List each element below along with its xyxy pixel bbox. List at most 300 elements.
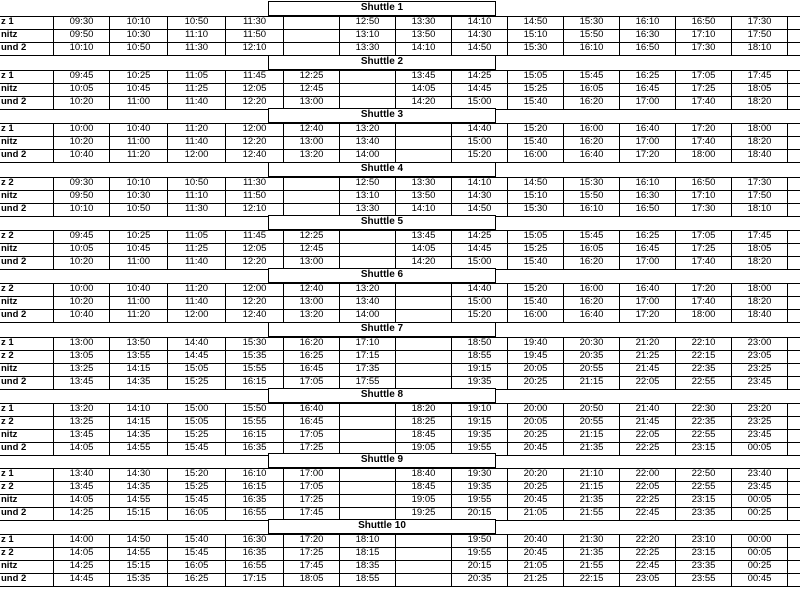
departure-time: 15:05 (508, 230, 564, 243)
departure-time: 14:50 (110, 534, 168, 547)
departure-time: 11:20 (110, 149, 168, 162)
departure-time: 14:30 (452, 190, 508, 203)
departure-time: 19:25 (396, 507, 452, 520)
departure-time: 12:40 (284, 123, 340, 136)
departure-time: 15:25 (168, 429, 226, 442)
departure-time: 10:20 (54, 136, 110, 149)
departure-time: 18:00 (676, 309, 732, 322)
departure-time: 21:45 (620, 363, 676, 376)
departure-time: 11:30 (226, 177, 284, 190)
departure-time: 17:40 (676, 136, 732, 149)
departure-time: 17:50 (732, 29, 788, 42)
departure-time: 22:00 (620, 468, 676, 481)
departure-time: 13:20 (284, 149, 340, 162)
departure-time: 16:25 (168, 573, 226, 586)
departure-time (340, 416, 396, 429)
departure-time (396, 573, 452, 586)
departure-time: 16:25 (620, 230, 676, 243)
departure-time: 09:50 (54, 190, 110, 203)
departure-time: 23:40 (732, 468, 788, 481)
departure-time: 22:35 (676, 363, 732, 376)
stop-name: z 1 (0, 403, 54, 416)
stop-name: und 2 (0, 256, 54, 269)
departure-time (396, 283, 452, 296)
departure-time: 13:30 (340, 42, 396, 55)
departure-time: 22:25 (620, 547, 676, 560)
stop-name: und 2 (0, 309, 54, 322)
departure-time: 14:25 (452, 230, 508, 243)
departure-time: 12:45 (284, 243, 340, 256)
departure-time: 18:05 (732, 243, 788, 256)
departure-time (396, 136, 452, 149)
departure-time: 17:10 (676, 29, 732, 42)
departure-time: 12:20 (226, 96, 284, 109)
departure-time: 09:30 (54, 16, 110, 29)
departure-time: 15:25 (168, 481, 226, 494)
departure-time: 15:40 (508, 136, 564, 149)
departure-time: 16:50 (676, 177, 732, 190)
departure-time: 13:50 (396, 29, 452, 42)
departure-time: 23:45 (732, 376, 788, 389)
departure-time: 13:55 (110, 350, 168, 363)
departure-time: 22:25 (620, 442, 676, 455)
departure-time (396, 534, 452, 547)
shuttle-title: Shuttle 2 (268, 55, 496, 70)
departure-time: 17:30 (676, 42, 732, 55)
departure-time: 14:55 (110, 442, 168, 455)
table-row (0, 337, 800, 350)
departure-time: 17:25 (676, 83, 732, 96)
departure-time (396, 296, 452, 309)
departure-time: 16:40 (564, 309, 620, 322)
stop-name: und 2 (0, 42, 54, 55)
departure-time: 17:15 (226, 573, 284, 586)
departure-time: 21:30 (564, 534, 620, 547)
departure-time: 14:00 (340, 149, 396, 162)
departure-time: 11:30 (168, 42, 226, 55)
departure-time: 20:25 (508, 481, 564, 494)
departure-time: 20:55 (564, 416, 620, 429)
departure-time: 23:05 (732, 350, 788, 363)
departure-time: 10:00 (54, 283, 110, 296)
departure-time: 11:50 (226, 29, 284, 42)
departure-time: 17:30 (732, 16, 788, 29)
departure-time: 18:10 (732, 203, 788, 216)
departure-time: 19:55 (452, 442, 508, 455)
departure-time: 14:35 (110, 429, 168, 442)
stop-name: z 2 (0, 481, 54, 494)
stop-name: und 2 (0, 96, 54, 109)
departure-time: 10:45 (110, 83, 168, 96)
departure-time: 17:25 (676, 243, 732, 256)
departure-time: 16:25 (284, 350, 340, 363)
departure-time: 13:45 (54, 481, 110, 494)
departure-time: 00:25 (732, 507, 788, 520)
departure-time: 22:05 (620, 429, 676, 442)
departure-time: 14:35 (110, 481, 168, 494)
table-row (0, 283, 800, 296)
departure-time: 18:00 (732, 123, 788, 136)
shuttle-title: Shuttle 4 (268, 162, 496, 177)
departure-time: 16:20 (564, 256, 620, 269)
departure-time: 23:20 (732, 403, 788, 416)
departure-time: 22:55 (676, 429, 732, 442)
departure-time: 10:50 (168, 16, 226, 29)
departure-time: 10:25 (110, 70, 168, 83)
departure-time: 18:10 (732, 42, 788, 55)
departure-time: 22:35 (676, 416, 732, 429)
departure-time: 12:40 (284, 283, 340, 296)
departure-time: 14:15 (110, 363, 168, 376)
departure-time: 17:40 (676, 256, 732, 269)
departure-time: 11:30 (226, 16, 284, 29)
departure-time: 21:35 (564, 494, 620, 507)
shuttle-title: Shuttle 6 (268, 268, 496, 283)
departure-time: 17:20 (676, 123, 732, 136)
table-divider (0, 586, 800, 587)
table-row (0, 149, 800, 162)
shuttle-title: Shuttle 8 (268, 388, 496, 403)
departure-time: 21:15 (564, 481, 620, 494)
departure-time (340, 70, 396, 83)
departure-time: 10:05 (54, 83, 110, 96)
departure-time: 11:40 (168, 296, 226, 309)
departure-time: 13:10 (340, 29, 396, 42)
departure-time: 17:20 (620, 149, 676, 162)
departure-time: 11:05 (168, 230, 226, 243)
departure-time: 12:50 (340, 177, 396, 190)
departure-time: 16:50 (676, 16, 732, 29)
departure-time: 10:05 (54, 243, 110, 256)
departure-time: 21:35 (564, 442, 620, 455)
departure-time (396, 350, 452, 363)
departure-time: 18:05 (732, 83, 788, 96)
departure-time: 17:10 (340, 337, 396, 350)
table-row (0, 309, 800, 322)
departure-time: 11:10 (168, 29, 226, 42)
table-row (0, 296, 800, 309)
stop-name: nitz (0, 29, 54, 42)
departure-time: 15:45 (168, 442, 226, 455)
stop-name: und 2 (0, 507, 54, 520)
table-row (0, 136, 800, 149)
departure-time: 15:40 (508, 96, 564, 109)
table-row (0, 230, 800, 243)
departure-time: 14:45 (54, 573, 110, 586)
departure-time: 22:55 (676, 481, 732, 494)
departure-time: 15:20 (168, 468, 226, 481)
departure-time: 15:45 (168, 494, 226, 507)
departure-time: 17:05 (676, 70, 732, 83)
departure-time: 14:10 (110, 403, 168, 416)
departure-time: 20:50 (564, 403, 620, 416)
departure-time: 23:25 (732, 363, 788, 376)
departure-time: 10:45 (110, 243, 168, 256)
departure-time: 16:10 (620, 177, 676, 190)
departure-time: 17:30 (732, 177, 788, 190)
departure-time: 16:00 (564, 283, 620, 296)
departure-time: 20:25 (508, 429, 564, 442)
departure-time: 12:20 (226, 136, 284, 149)
departure-time: 14:25 (54, 507, 110, 520)
departure-time (284, 16, 340, 29)
departure-time: 14:05 (396, 243, 452, 256)
stop-name: z 1 (0, 468, 54, 481)
departure-time: 10:30 (110, 190, 168, 203)
departure-time: 21:40 (620, 403, 676, 416)
departure-time: 19:35 (452, 429, 508, 442)
departure-time: 17:20 (284, 534, 340, 547)
stop-name: und 2 (0, 149, 54, 162)
table-row (0, 83, 800, 96)
departure-time: 13:45 (396, 230, 452, 243)
table-row (0, 363, 800, 376)
stop-name: z 1 (0, 337, 54, 350)
table-row (0, 16, 800, 29)
departure-time: 12:00 (168, 149, 226, 162)
departure-time: 23:00 (732, 337, 788, 350)
stop-name: nitz (0, 243, 54, 256)
shuttle-title: Shuttle 7 (268, 322, 496, 337)
departure-time: 12:05 (226, 83, 284, 96)
departure-time: 20:05 (508, 363, 564, 376)
departure-time: 14:55 (110, 494, 168, 507)
departure-time (340, 243, 396, 256)
departure-time: 23:55 (676, 573, 732, 586)
departure-time: 18:50 (452, 337, 508, 350)
departure-time: 14:50 (508, 16, 564, 29)
departure-time: 14:20 (396, 256, 452, 269)
departure-time: 23:15 (676, 494, 732, 507)
departure-time: 17:05 (284, 429, 340, 442)
departure-time: 13:45 (54, 376, 110, 389)
table-row (0, 416, 800, 429)
departure-time: 16:10 (564, 42, 620, 55)
departure-time: 14:40 (452, 123, 508, 136)
departure-time: 17:50 (732, 190, 788, 203)
departure-time: 19:05 (396, 494, 452, 507)
stop-name: z 2 (0, 230, 54, 243)
departure-time: 13:25 (54, 416, 110, 429)
departure-time: 14:05 (54, 494, 110, 507)
departure-time: 12:20 (226, 256, 284, 269)
departure-time: 10:30 (110, 29, 168, 42)
table-row (0, 494, 800, 507)
departure-time: 19:40 (508, 337, 564, 350)
departure-time: 15:35 (226, 350, 284, 363)
departure-time: 11:30 (168, 203, 226, 216)
departure-time: 16:15 (226, 429, 284, 442)
departure-time: 17:05 (284, 481, 340, 494)
departure-time: 16:35 (226, 494, 284, 507)
departure-time: 14:50 (452, 203, 508, 216)
departure-time: 16:10 (226, 468, 284, 481)
departure-time: 14:10 (396, 42, 452, 55)
departure-time: 22:10 (676, 337, 732, 350)
stop-name: nitz (0, 429, 54, 442)
departure-time: 13:30 (340, 203, 396, 216)
stop-name: z 2 (0, 177, 54, 190)
departure-time: 13:25 (54, 363, 110, 376)
departure-time: 15:10 (508, 190, 564, 203)
departure-time: 18:20 (732, 256, 788, 269)
departure-time: 18:20 (732, 296, 788, 309)
departure-time: 12:10 (226, 203, 284, 216)
departure-time: 16:40 (564, 149, 620, 162)
departure-time (284, 29, 340, 42)
departure-time: 17:30 (676, 203, 732, 216)
departure-time: 12:10 (226, 42, 284, 55)
departure-time: 12:00 (168, 309, 226, 322)
departure-time: 00:05 (732, 494, 788, 507)
departure-time: 13:00 (54, 337, 110, 350)
departure-time: 16:20 (564, 296, 620, 309)
departure-time: 18:40 (396, 468, 452, 481)
departure-time: 17:00 (284, 468, 340, 481)
departure-time (396, 123, 452, 136)
stop-name: z 1 (0, 70, 54, 83)
departure-time: 14:50 (452, 42, 508, 55)
stop-name: nitz (0, 83, 54, 96)
departure-time: 15:25 (508, 83, 564, 96)
departure-time (340, 83, 396, 96)
departure-time: 21:45 (620, 416, 676, 429)
departure-time: 21:55 (564, 560, 620, 573)
departure-time: 21:05 (508, 560, 564, 573)
departure-time: 15:45 (564, 70, 620, 83)
departure-time: 13:00 (284, 96, 340, 109)
departure-time: 10:50 (110, 203, 168, 216)
departure-time: 11:45 (226, 230, 284, 243)
departure-time: 13:30 (396, 177, 452, 190)
departure-time: 10:50 (168, 177, 226, 190)
departure-time: 16:05 (564, 83, 620, 96)
departure-time: 13:20 (284, 309, 340, 322)
departure-time: 16:50 (620, 203, 676, 216)
departure-time: 17:10 (676, 190, 732, 203)
departure-time: 15:30 (564, 177, 620, 190)
departure-time: 10:40 (110, 283, 168, 296)
departure-time: 10:20 (54, 296, 110, 309)
departure-time: 19:45 (508, 350, 564, 363)
departure-time: 18:10 (340, 534, 396, 547)
departure-time: 18:35 (340, 560, 396, 573)
departure-time: 16:10 (620, 16, 676, 29)
departure-time: 22:15 (676, 350, 732, 363)
departure-time: 23:35 (676, 507, 732, 520)
departure-time: 14:00 (340, 309, 396, 322)
departure-time: 23:05 (620, 573, 676, 586)
departure-time: 21:15 (564, 429, 620, 442)
departure-time: 19:15 (452, 363, 508, 376)
departure-time: 16:45 (620, 83, 676, 96)
departure-time (284, 42, 340, 55)
departure-time: 15:05 (168, 363, 226, 376)
departure-time: 14:40 (452, 283, 508, 296)
departure-time: 19:10 (452, 403, 508, 416)
departure-time: 11:00 (110, 136, 168, 149)
departure-time: 00:00 (732, 534, 788, 547)
departure-time: 17:00 (620, 96, 676, 109)
departure-time (284, 177, 340, 190)
departure-time: 17:05 (284, 376, 340, 389)
departure-time: 18:20 (396, 403, 452, 416)
departure-time: 18:05 (284, 573, 340, 586)
departure-time: 12:25 (284, 230, 340, 243)
shuttle-title: Shuttle 1 (268, 1, 496, 16)
departure-time: 14:15 (110, 416, 168, 429)
stop-name: und 2 (0, 376, 54, 389)
departure-time: 16:05 (564, 243, 620, 256)
departure-time: 18:40 (732, 149, 788, 162)
departure-time: 19:15 (452, 416, 508, 429)
departure-time: 17:25 (284, 494, 340, 507)
departure-time: 14:10 (396, 203, 452, 216)
departure-time: 15:30 (508, 203, 564, 216)
departure-time: 16:50 (620, 42, 676, 55)
departure-time: 15:00 (452, 296, 508, 309)
departure-time: 11:00 (110, 296, 168, 309)
departure-time: 22:55 (676, 376, 732, 389)
departure-time: 22:45 (620, 507, 676, 520)
departure-time: 20:20 (508, 468, 564, 481)
departure-time (396, 560, 452, 573)
departure-time: 10:10 (110, 16, 168, 29)
departure-time: 17:05 (676, 230, 732, 243)
departure-time: 17:00 (620, 136, 676, 149)
departure-time: 22:05 (620, 376, 676, 389)
departure-time: 10:40 (110, 123, 168, 136)
stop-name: z 1 (0, 123, 54, 136)
departure-time: 11:25 (168, 83, 226, 96)
departure-time: 21:35 (564, 547, 620, 560)
departure-time: 17:45 (284, 560, 340, 573)
departure-time: 10:25 (110, 230, 168, 243)
departure-time: 15:55 (226, 363, 284, 376)
departure-time: 09:30 (54, 177, 110, 190)
departure-time: 11:20 (110, 309, 168, 322)
departure-time: 15:40 (168, 534, 226, 547)
departure-time: 16:45 (284, 416, 340, 429)
departure-time: 20:35 (564, 350, 620, 363)
stop-name: und 2 (0, 442, 54, 455)
departure-time: 10:20 (54, 256, 110, 269)
departure-time: 12:25 (284, 70, 340, 83)
departure-time: 13:40 (54, 468, 110, 481)
departure-time: 23:10 (676, 534, 732, 547)
departure-time: 15:10 (508, 29, 564, 42)
departure-time: 22:25 (620, 494, 676, 507)
table-row (0, 42, 800, 55)
departure-time: 18:00 (676, 149, 732, 162)
departure-time: 13:50 (396, 190, 452, 203)
departure-time: 20:35 (452, 573, 508, 586)
departure-time: 15:20 (508, 123, 564, 136)
table-row (0, 29, 800, 42)
departure-time: 20:15 (452, 560, 508, 573)
departure-time: 19:55 (452, 494, 508, 507)
stop-name: z 1 (0, 534, 54, 547)
departure-time: 16:00 (564, 123, 620, 136)
departure-time: 14:00 (54, 534, 110, 547)
stop-name: nitz (0, 136, 54, 149)
departure-time: 14:30 (452, 29, 508, 42)
departure-time: 16:40 (620, 123, 676, 136)
departure-time: 11:40 (168, 136, 226, 149)
departure-time: 17:20 (676, 283, 732, 296)
departure-time: 22:50 (676, 468, 732, 481)
departure-time: 22:30 (676, 403, 732, 416)
